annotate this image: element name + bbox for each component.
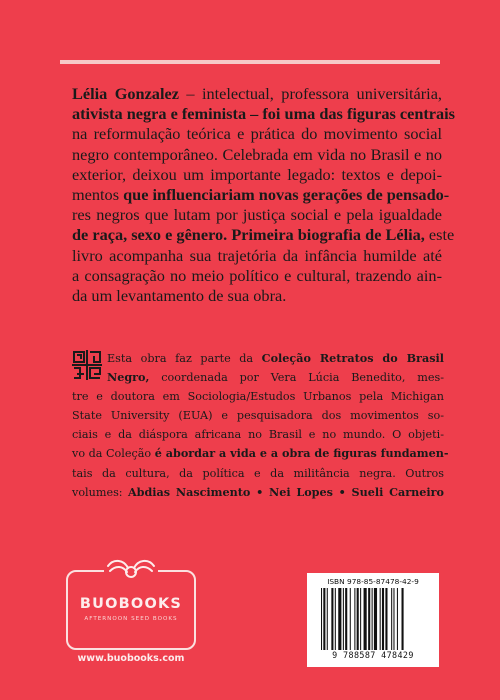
- main-line: [72, 246, 442, 266]
- main-line: [72, 124, 442, 144]
- series-text-run: tais da cultura, da política e da militância negra.: [72, 466, 396, 480]
- barcode-bar: [374, 588, 377, 650]
- series-line: [72, 425, 444, 444]
- main-text-run: da um levantamento de sua obra.: [72, 286, 287, 306]
- main-text-run: Primeira biografia de Lélia,: [231, 225, 425, 245]
- series-text-run: é abordar a vida e a obra de figuras fundamen-: [154, 446, 449, 461]
- publisher-tagline: AFTERNOON SEED BOOKS: [84, 616, 178, 622]
- barcode-bar: [372, 588, 373, 650]
- barcode-bar: [393, 588, 394, 650]
- main-line: [72, 225, 455, 245]
- publisher-name: BUOBOOKS: [79, 596, 183, 612]
- barcode-bar: [402, 588, 404, 650]
- barcode-bar: [364, 588, 367, 650]
- barcode-bar: [345, 588, 347, 650]
- main-text-run: de raça, sexo e gênero.: [72, 225, 228, 245]
- barcode-bar: [368, 588, 370, 650]
- barcode-bar: [397, 588, 398, 650]
- series-text-run: Esta obra faz parte da: [107, 352, 262, 365]
- series-line: [72, 464, 444, 483]
- series-line: [72, 483, 444, 502]
- barcode-bar: [331, 588, 333, 650]
- series-text-run: volumes:: [72, 485, 128, 499]
- barcode-bar: [343, 588, 344, 650]
- series-line: [72, 368, 444, 387]
- barcode-bar: [385, 588, 387, 650]
- main-line: [72, 185, 450, 205]
- main-text-run: a consagração no meio político e cultural, trazendo ain-: [72, 265, 442, 285]
- main-line: [72, 145, 442, 165]
- main-text-run: – intelectual, professora universitária,: [178, 84, 443, 103]
- series-description: [72, 349, 449, 502]
- series-text-run: Abdias Nascimento • Nei Lopes • Sueli Carneiro: [127, 484, 445, 499]
- barcode-bar: [327, 588, 328, 650]
- series-text-run: Coleção Retratos do Brasil: [261, 351, 444, 365]
- barcode-digits: 9 788587 478429: [332, 650, 414, 660]
- series-line: [72, 444, 449, 463]
- main-text-run: que influenciariam novas gerações de pensado-: [123, 185, 450, 205]
- main-line: [72, 266, 442, 286]
- main-text-run: ativista negra e feminista – foi uma das figuras centrais: [72, 104, 456, 124]
- main-text-run: exterior, deixou um importante legado: textos e depoi-: [72, 164, 442, 184]
- owl-wings-icon: [104, 556, 158, 582]
- barcode-bar: [335, 588, 336, 650]
- main-text-run: este: [424, 225, 455, 245]
- series-text-run: Outros: [395, 466, 444, 480]
- barcode-bar: [350, 588, 351, 650]
- main-line: [72, 84, 442, 104]
- isbn-label: ISBN 978-85-87478-42-9: [327, 577, 419, 586]
- barcode-bar: [321, 588, 322, 650]
- series-text-run: coordenada por Vera Lúcia Benedito, mes-: [149, 371, 444, 385]
- main-text-run: na reformulação teórica e prática do movimento social: [72, 124, 442, 144]
- barcode-bar: [323, 588, 325, 650]
- top-divider: [60, 60, 440, 64]
- barcode-bar: [382, 588, 384, 650]
- main-text-run: negro contemporâneo. Celebrada em vida no Brasil e no: [72, 144, 442, 164]
- series-text-run: tre e doutora em Sociologia/Estudos Urbanos pela Michigan: [72, 390, 444, 404]
- barcode-bar: [357, 588, 359, 650]
- main-line: [72, 205, 442, 225]
- series-line: [72, 349, 444, 368]
- barcode-bar: [354, 588, 355, 650]
- isbn-barcode: [307, 573, 439, 667]
- main-line: [72, 286, 442, 306]
- main-text-run: res negros que lutam por justiça social e pela igualdade: [72, 205, 442, 225]
- main-line: [72, 165, 442, 185]
- main-text-run: Lélia Gonzalez: [72, 84, 179, 103]
- book-description: [72, 84, 456, 306]
- series-text-run: ciais e da diáspora africana no Brasil e no mundo. O objeti-: [72, 428, 444, 442]
- publisher-logo: [66, 570, 196, 650]
- main-text-run: mentos: [72, 185, 124, 205]
- barcode-bars: [321, 588, 433, 650]
- barcode-bar: [391, 588, 392, 650]
- barcode-bar: [380, 588, 381, 650]
- main-line: [72, 104, 456, 124]
- barcode-bar: [360, 588, 361, 650]
- main-text-run: livro acompanha sua trajetória da infância humilde até: [72, 245, 442, 265]
- series-text-run: vo da Coleção: [72, 447, 155, 461]
- series-text-run: State University (EUA) e pesquisadora dos movimentos so-: [72, 409, 444, 423]
- series-line: [72, 406, 444, 425]
- series-line: [72, 387, 444, 406]
- series-text-run: Negro,: [107, 370, 150, 385]
- barcode-bar: [338, 588, 341, 650]
- publisher-url: www.buobooks.com: [77, 653, 185, 664]
